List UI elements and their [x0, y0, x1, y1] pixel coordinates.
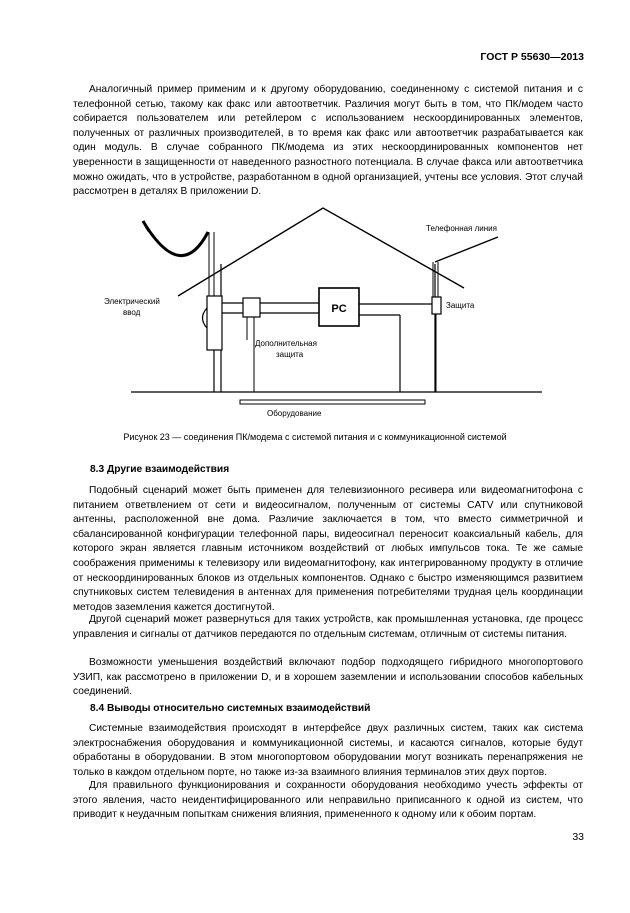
- section-8-3-paragraph-3: Возможности уменьшения воздействий включают подбор подходящего гибридного многопортового УЗИП, как рассмотрено в приложении D, и в хорошем заземлении и использовании способов кабельных соединений.: [73, 657, 583, 698]
- protection-label: Защита: [446, 301, 475, 310]
- extra-protection-label-line2: защита: [276, 350, 304, 359]
- power-input-label-line1: Электрический: [104, 297, 160, 306]
- additional-protection-box: [243, 298, 260, 317]
- electrical-entry-box: [207, 296, 222, 350]
- equipment-bar: [240, 400, 425, 404]
- section-8-4-paragraph-2: Для правильного функционирования и сохранности оборудования необходимо учесть эффекты от этого явления, часто неидентифицированного или неправильно приписанного к одной из систем, что приводит к неудачным попыткам снижения влияния, примененного к одному или к обоим портам.: [73, 780, 583, 821]
- figure-caption: Рисунок 23 — соединения ПК/модема с системой питания и с коммуникационной системой: [123, 432, 507, 442]
- section-8-3-paragraph-2: Другой сценарий может развернуться для таких устройств, как промышленная установка, где процесс управления и сигналы от датчиков передаются по отдельным системам, отличным от системы питания.: [73, 614, 583, 640]
- meter-symbol: [203, 308, 208, 328]
- intro-paragraph: Аналогичный пример применим и к другому оборудованию, соединенному с системой питания и с телефонной сетью, такому как факс или автоответчик. Различия могут быть в том, что ПК/модем часто собирается пользователем или ретейлером с использованием нескоординированных элементов, полученных от различных производителей, в то время как факс или автоответчик разрабатывается как один модуль. В случае собранного ПК/модема из этих нескоординированных компонентов нет уверенности в защищенности от наведенного разностного потенциала. В случае факса или автоответчика можно ожидать, что в устройстве, разработанном в одной организацией, учтены все условия. Этот случай рассмотрен в деталях В приложении D.: [73, 84, 583, 198]
- standard-number: ГОСТ Р 55630—2013: [480, 51, 584, 63]
- power-cable-end: [143, 221, 149, 231]
- protection-device: [432, 297, 441, 314]
- phone-line-label: Телефонная линия: [426, 224, 497, 233]
- power-cable: [146, 226, 208, 256]
- pc-label: PC: [331, 303, 347, 315]
- equipment-label: Оборудование: [267, 409, 322, 418]
- section-8-4-title: 8.4 Выводы относительно системных взаимодействий: [90, 703, 371, 714]
- section-8-3-paragraph-1: Подобный сценарий может быть применен для телевизионного ресивера или видеомагнитофона с питанием ответвлением от сети и видеосигналом, полученным от системы CATV или спутниковой антенны, расположенной вне дома. Различие заключается в том, что вместо симметричной и сбалансированной конфигурации телефонной пары, видеосигнал переносит коаксиальный кабель, для которого экран является главным источником воздействий от любых импульсов тока. Те же самые соображения применимы к телевизору или видеомагнитофону, как интегрированному продукту в отличие от нескоординированных блоков из отдельных компонентов. Однако с быстро изменяющимся развитием спутниковых систем телевидения в антеннах для применения потребителями трудная цель координации методов заземления кажется достигнутой.: [73, 485, 583, 613]
- phone-line-wire: [435, 237, 498, 262]
- section-8-3-title: 8.3 Другие взаимодействия: [90, 464, 230, 475]
- extra-protection-label-line1: Дополнительная: [255, 339, 317, 348]
- section-8-4-paragraph-1: Системные взаимодействия происходят в интерфейсе двух различных систем, таких как система электроснабжения оборудования и коммуникационной системы, и касаются сигналов, которые будут обработаны в оборудовании. В этом многопортовом оборудовании могут возникать перенапряжения не только в каждом отдельном порте, но также из-за взаимного влияния терминалов этих двух портов.: [73, 723, 583, 778]
- power-input-label-line2: ввод: [123, 308, 141, 317]
- page-number: 33: [572, 831, 584, 843]
